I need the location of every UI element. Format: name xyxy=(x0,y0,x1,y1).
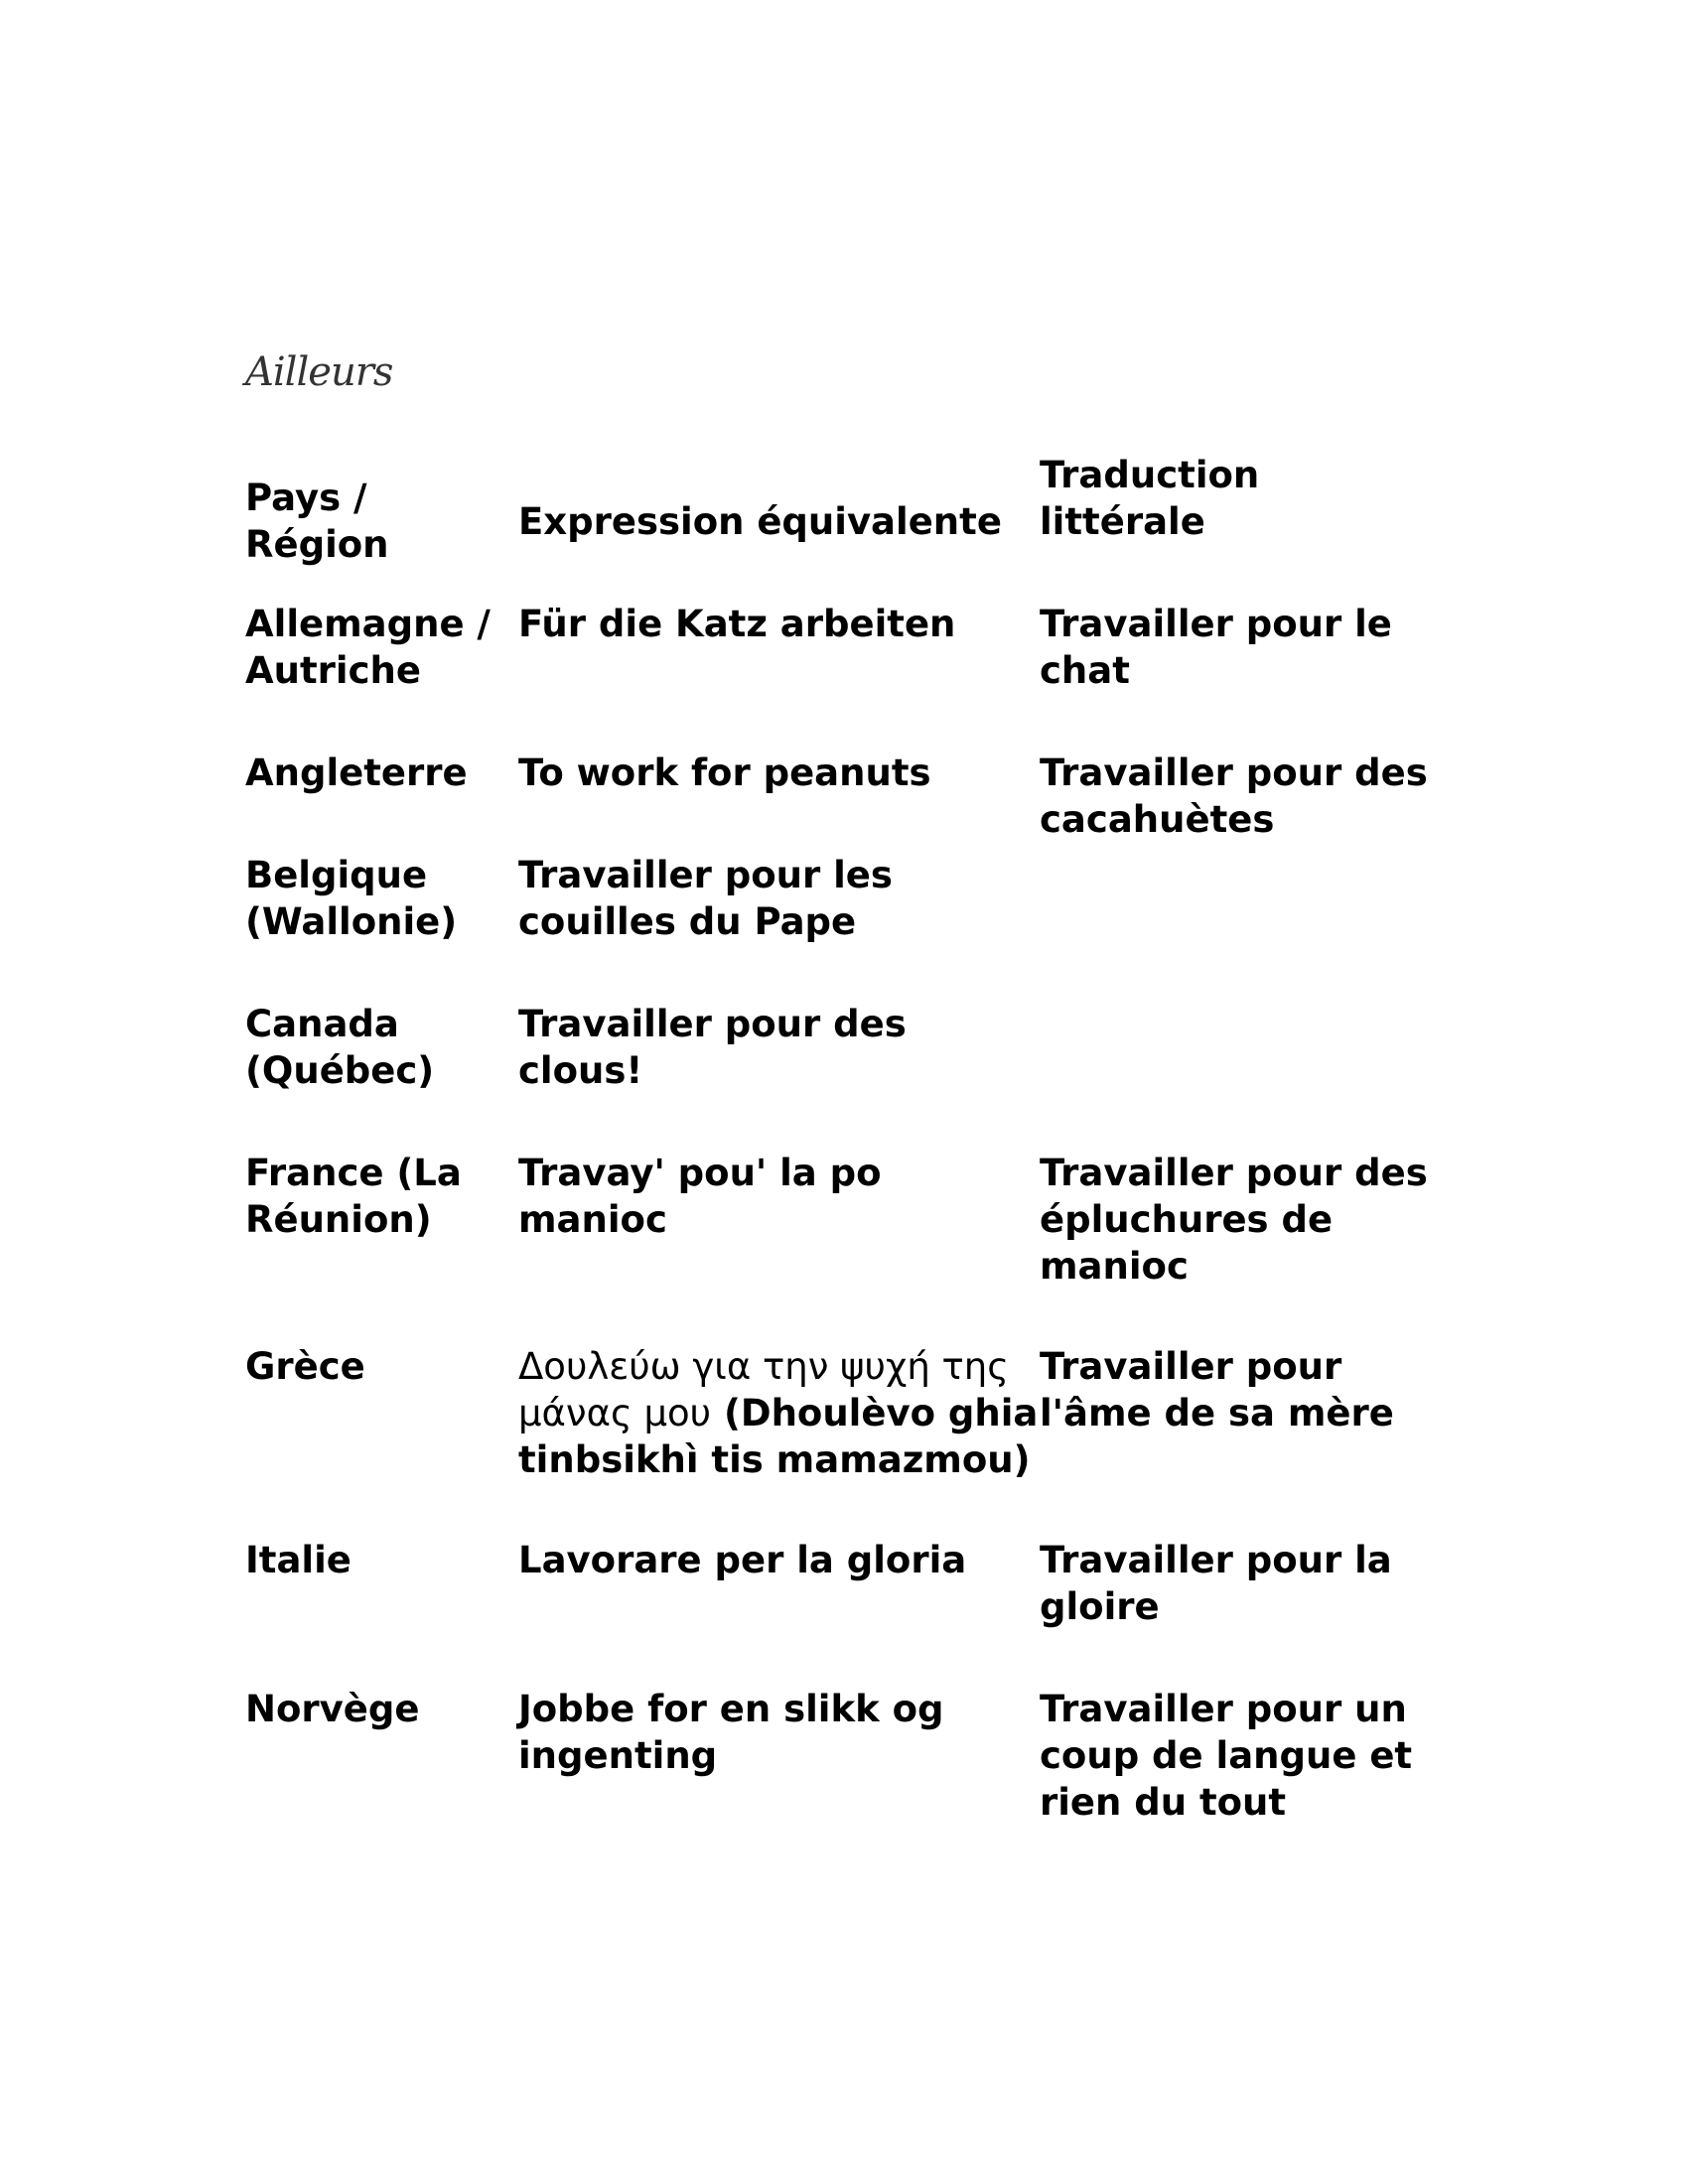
row-country-line: (Québec) xyxy=(245,1049,435,1092)
header-country-line1: Pays / xyxy=(245,477,367,519)
row-expression-line: Jobbe for en slikk og xyxy=(518,1688,944,1730)
row-translation-line: coup de langue et xyxy=(1040,1734,1413,1777)
row-expression-latin-part: (Dhoulèvo ghia xyxy=(711,1392,1039,1434)
row-expression-greek-line: Δουλεύω για την ψυχή της xyxy=(518,1345,1009,1388)
row-country-line: Réunion) xyxy=(245,1198,432,1241)
row-country-line: France (La xyxy=(245,1152,462,1194)
row-country-line: Italie xyxy=(245,1539,352,1581)
row-translation-line: Travailler pour des xyxy=(1040,751,1428,794)
row-expression-line: ingenting xyxy=(518,1734,718,1777)
row-country-line: Norvège xyxy=(245,1688,420,1730)
row-country-line: Allemagne / xyxy=(245,603,491,645)
row-translation-line: cacahuètes xyxy=(1040,798,1275,841)
row-country-line: Belgique xyxy=(245,854,428,896)
row-translation-line: l'âme de sa mère xyxy=(1040,1392,1394,1434)
row-expression-line xyxy=(518,1390,1038,1436)
row-translation-line: gloire xyxy=(1040,1585,1160,1628)
header-translation-line1: Traduction xyxy=(1040,454,1260,496)
row-expression-line: manioc xyxy=(518,1198,667,1241)
row-translation-line: Travailler pour le xyxy=(1040,603,1392,645)
row-translation-line: Travailler pour la xyxy=(1040,1539,1392,1581)
row-translation-line: Travailler pour des xyxy=(1040,1152,1428,1194)
row-country-line: Autriche xyxy=(245,649,421,692)
row-expression-line: Travailler pour des xyxy=(518,1003,907,1045)
row-expression-line: Für die Katz arbeiten xyxy=(518,603,956,645)
row-translation-line: épluchures de xyxy=(1040,1198,1334,1241)
row-country-line: Angleterre xyxy=(245,751,468,794)
row-expression-line: Travay' pou' la po xyxy=(518,1152,882,1194)
header-expression: Expression équivalente xyxy=(518,500,1002,543)
row-expression-line: couilles du Pape xyxy=(518,900,857,943)
page-title: Ailleurs xyxy=(245,349,393,395)
row-translation-line: Travailler pour un xyxy=(1040,1688,1407,1730)
row-expression-line: clous! xyxy=(518,1049,643,1092)
row-country-line: Grèce xyxy=(245,1345,365,1388)
header-country-line2: Région xyxy=(245,523,389,566)
row-expression-line: tinbsikhì tis mamazmou) xyxy=(518,1438,1031,1481)
row-country-line: Canada xyxy=(245,1003,399,1045)
row-expression-line: Travailler pour les xyxy=(518,854,893,896)
row-translation-line: rien du tout xyxy=(1040,1781,1287,1824)
row-country-line: (Wallonie) xyxy=(245,900,458,943)
row-expression-line: To work for peanuts xyxy=(518,751,931,794)
row-translation-line: chat xyxy=(1040,649,1130,692)
row-expression-greek-part: μάνας μου xyxy=(518,1392,712,1434)
row-expression-line: Lavorare per la gloria xyxy=(518,1539,967,1581)
row-translation-line: manioc xyxy=(1040,1245,1189,1288)
header-translation-line2: littérale xyxy=(1040,500,1205,543)
row-translation-line: Travailler pour xyxy=(1040,1345,1342,1388)
